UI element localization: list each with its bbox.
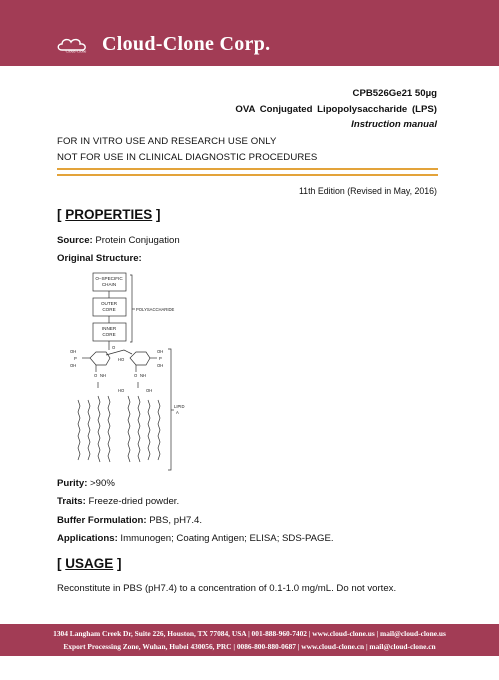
traits-line (57, 496, 179, 507)
purity-line (57, 478, 115, 489)
glycosidic-o-label: O (112, 345, 116, 350)
o-specific-chain-line1: O–SPECIFIC (95, 276, 123, 281)
source-value: Protein Conjugation (92, 235, 180, 246)
usage-heading (57, 556, 122, 571)
brand-row (56, 33, 270, 56)
document-type: Instruction manual (351, 119, 437, 130)
properties-heading (57, 207, 161, 222)
purity-value: >90% (87, 478, 115, 489)
logo-text: Cloud-Clone (65, 48, 87, 53)
ester-o-label: O (94, 373, 98, 378)
phosphate-oh-label: OH (157, 349, 164, 354)
divider-bottom (57, 174, 438, 176)
bracket-open: [ (57, 556, 66, 571)
lipid-a-label: A (176, 410, 179, 415)
edition-note: 11th Edition (Revised in May, 2016) (298, 186, 437, 196)
outer-core-line2: CORE (102, 307, 116, 312)
amide-nh-label: NH (140, 373, 147, 378)
buffer-label: Buffer Formulation: (57, 515, 147, 526)
traits-label: Traits: (57, 496, 86, 507)
phosphate-oh-label: OH (70, 363, 77, 368)
lipid-label: LIPID (174, 404, 185, 409)
catalog-number: CPB526Ge21 50µg (352, 88, 437, 99)
bracket-close: ] (152, 207, 161, 222)
purity-label: Purity: (57, 478, 88, 489)
footer-us-address: 1304 Langham Creek Dr, Suite 226, Houston, TX 77084, USA | 001-888-960-7402 | www.cloud-clone.us | mail@cloud-clone.us (53, 629, 446, 638)
clinical-use-disclaimer: NOT FOR USE IN CLINICAL DIAGNOSTIC PROCEDURES (57, 152, 318, 163)
bracket-open: [ (57, 207, 66, 222)
buffer-line (57, 515, 202, 526)
phosphate-oh-label: OH (157, 363, 164, 368)
structure-label: Original Structure: (57, 253, 142, 264)
phosphate-p-label: P (159, 356, 162, 361)
properties-title: PROPERTIES (65, 207, 153, 222)
product-name: OVA Conjugated Lipopolysaccharide (LPS) (235, 104, 437, 115)
hydroxyl-oh-label: OH (146, 388, 153, 393)
research-use-disclaimer: FOR IN VITRO USE AND RESEARCH USE ONLY (57, 136, 277, 147)
hydroxyl-ho-label: HO (118, 357, 125, 362)
inner-core-line1: INNER (101, 326, 117, 331)
hydroxyl-ho-label: HO (118, 388, 125, 393)
divider-top (57, 168, 438, 170)
o-specific-chain-line2: CHAIN (101, 282, 117, 287)
usage-text: Reconstitute in PBS (pH7.4) to a concentration of 0.1-1.0 mg/mL. Do not vortex. (57, 583, 397, 594)
ester-o-label: O (134, 373, 138, 378)
applications-value: Immunogen; Coating Antigen; ELISA; SDS-PAGE. (117, 533, 334, 544)
phosphate-p-label: P (74, 356, 77, 361)
applications-line (57, 533, 334, 544)
brand-name: Cloud-Clone Corp. (102, 33, 271, 55)
phosphate-oh-label: OH (70, 349, 77, 354)
outer-core-line1: OUTER (100, 301, 118, 306)
usage-title: USAGE (65, 556, 114, 571)
lps-structure-diagram (60, 270, 185, 472)
source-line (57, 235, 180, 246)
header-band (0, 0, 499, 66)
cloud-logo-icon (56, 36, 96, 54)
applications-label: Applications: (57, 533, 118, 544)
footer-cn-address: Export Processing Zone, Wuhan, Hubei 430056, PRC | 0086-800-880-0687 | www.cloud-clone.cn | mail@cloud-clone.cn (63, 642, 436, 651)
bracket-close: ] (113, 556, 122, 571)
polysaccharide-label: POLYSACCHARIDE (136, 307, 175, 312)
source-label: Source: (57, 235, 93, 246)
inner-core-line2: CORE (102, 332, 116, 337)
amide-nh-label: NH (100, 373, 107, 378)
footer-band (0, 624, 499, 656)
traits-value: Freeze-dried powder. (85, 496, 180, 507)
buffer-value: PBS, pH7.4. (146, 515, 203, 526)
